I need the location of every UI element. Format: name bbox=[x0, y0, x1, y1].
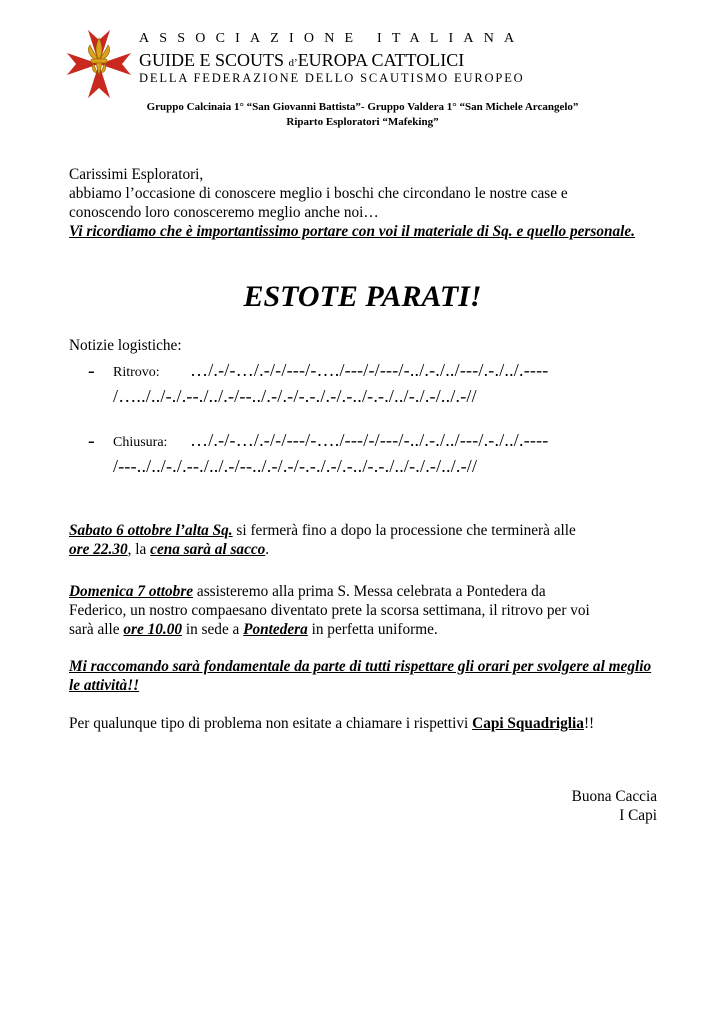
raccomandazione: Mi raccomando sarà fondamentale da parte di tutti rispettare gli orari per svolgere al meglio le attività!! bbox=[69, 658, 652, 694]
scout-cross-logo bbox=[66, 28, 132, 100]
intro-line-1: abbiamo l’occasione di conoscere meglio i boschi che circondano le nostre case e bbox=[69, 185, 568, 202]
bullet-dash: - bbox=[88, 430, 95, 452]
chiusura-morse-line-1: …/.-/-…/.-/-/---/-…./---/-/---/-../.-./../---/.-./../.---- bbox=[190, 430, 549, 450]
motto-estote-parati: ESTOTE PARATI! bbox=[243, 280, 482, 313]
intro-greeting: Carissimi Esploratori, bbox=[69, 166, 204, 183]
gruppo-line-2: Riparto Esploratori “Mafeking” bbox=[286, 116, 439, 128]
header-federation: DELLA FEDERAZIONE DELLO SCAUTISMO EUROPEO bbox=[139, 71, 525, 85]
ritrovo-morse-line-2: /…../../-./.--./../.-/--../.-/.-/-.-./.-/.-../-.-./../-./.-/../.-// bbox=[113, 386, 477, 406]
domenica-paragraph: Domenica 7 ottobre assisteremo alla prima S. Messa celebrata a Pontedera da Federico, un nostro compaesano diventato prete la scorsa settimana, il ritrovo per voi sarà alle ore 10.00 in sede a Pontedera in perfetta uniforme. bbox=[69, 583, 590, 638]
intro-reminder: Vi ricordiamo che è importantissimo portare con voi il materiale di Sq. e quello personale. bbox=[69, 223, 635, 240]
header-association: ASSOCIAZIONE ITALIANA bbox=[139, 31, 525, 46]
chiusura-label: Chiusura: bbox=[113, 435, 168, 450]
closing-signature: I Capi bbox=[619, 807, 657, 824]
header-guide-scouts: GUIDE E SCOUTS d’EUROPA CATTOLICI bbox=[139, 50, 465, 70]
closing-buona-caccia: Buona Caccia bbox=[571, 788, 657, 805]
logistics-title: Notizie logistiche: bbox=[69, 337, 182, 354]
gruppo-line-1: Gruppo Calcinaia 1° “San Giovanni Battista”- Gruppo Valdera 1° “San Michele Arcangelo” bbox=[146, 101, 579, 113]
bullet-dash: - bbox=[88, 360, 95, 382]
chiusura-morse-line-2: /---../../-./.--./../.-/--../.-/.-/-.-./.-/.-../-.-./../-./.-/../.-// bbox=[113, 456, 478, 476]
problema-paragraph: Per qualunque tipo di problema non esitate a chiamare i rispettivi Capi Squadriglia!! bbox=[69, 715, 595, 732]
intro-line-2: conoscendo loro conosceremo meglio anche noi… bbox=[69, 204, 379, 221]
sabato-paragraph: Sabato 6 ottobre l’alta Sq. si fermerà fino a dopo la processione che terminerà alle ore 22.30, la cena sarà al sacco. bbox=[69, 522, 576, 558]
ritrovo-morse-line-1: …/.-/-…/.-/-/---/-…./---/-/---/-../.-./../---/.-./../.---- bbox=[190, 360, 549, 380]
ritrovo-label: Ritrovo: bbox=[113, 365, 160, 380]
